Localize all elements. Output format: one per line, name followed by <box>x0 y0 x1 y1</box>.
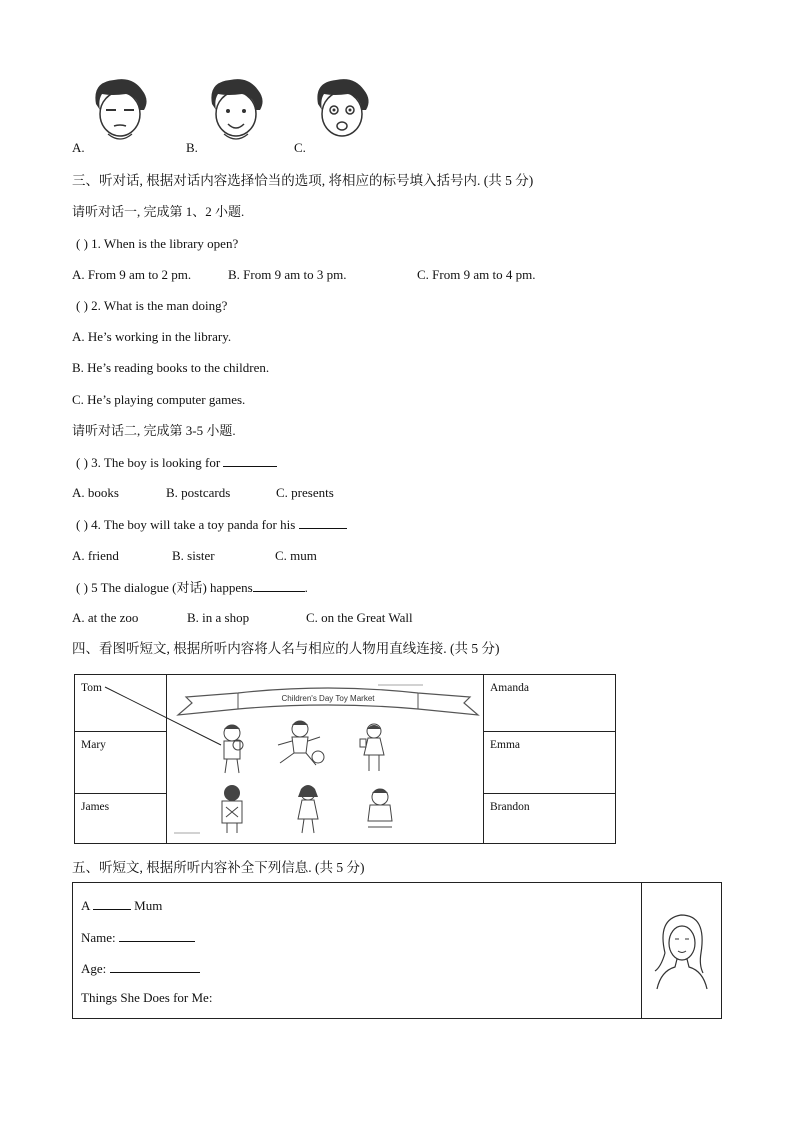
name-line: Name: <box>81 929 195 946</box>
matching-table <box>74 674 616 844</box>
option-a-label: A. <box>72 140 85 155</box>
q2-option-b[interactable]: B. He’s reading books to the children. <box>72 360 270 375</box>
mum-portrait-icon <box>651 909 713 993</box>
section4-heading: 四、看图听短文, 根据所听内容将人名与相应的人物用直线连接. (共 5 分) <box>72 641 500 656</box>
q2-option-a[interactable]: A. He’s working in the library. <box>72 329 232 344</box>
q5-option-c[interactable]: C. on the Great Wall <box>306 610 413 625</box>
option-b-label: B. <box>186 140 198 155</box>
option-c-label: C. <box>294 140 306 155</box>
q1-option-c[interactable]: C. From 9 am to 4 pm. <box>417 267 536 282</box>
dialog2-instruction: 请听对话二, 完成第 3-5 小题. <box>72 423 236 438</box>
q1-option-b[interactable]: B. From 9 am to 3 pm. <box>228 267 347 282</box>
q4-option-c[interactable]: C. mum <box>275 548 317 563</box>
q3-option-b[interactable]: B. postcards <box>166 485 231 500</box>
title-line: A Mum <box>81 898 163 913</box>
age-blank[interactable] <box>110 960 200 973</box>
q1-stem: ( ) 1. When is the library open? <box>76 236 239 251</box>
name-cell-brandon[interactable]: Brandon <box>483 794 615 843</box>
section3-heading: 三、听对话, 根据对话内容选择恰当的选项, 将相应的标号填入括号内. (共 5 分) <box>72 173 534 188</box>
q3-stem: ( ) 3. The boy is looking for <box>76 454 277 471</box>
q5-stem: ( ) 5 The dialogue (对话) happens . <box>76 580 308 595</box>
q4-option-b[interactable]: B. sister <box>172 548 215 563</box>
section5-heading: 五、听短文, 根据所听内容补全下列信息. (共 5 分) <box>72 860 365 875</box>
q3-option-c[interactable]: C. presents <box>276 485 334 500</box>
name-cell-james[interactable]: James <box>75 794 167 843</box>
age-line: Age: <box>81 960 200 977</box>
name-cell-emma[interactable]: Emma <box>483 732 615 794</box>
q3-option-a[interactable]: A. books <box>72 485 119 500</box>
name-blank[interactable] <box>119 929 195 942</box>
boy-face-sleepy-icon <box>88 74 152 144</box>
info-fields <box>73 883 642 1018</box>
boy-face-surprised-icon <box>310 74 374 144</box>
name-cell-mary[interactable]: Mary <box>75 732 167 794</box>
q1-option-a[interactable]: A. From 9 am to 2 pm. <box>72 267 192 282</box>
name-cell-tom[interactable]: Tom <box>75 675 167 732</box>
q5-option-b[interactable]: B. in a shop <box>187 610 250 625</box>
example-connecting-line <box>75 675 617 845</box>
q2-stem: ( ) 2. What is the man doing? <box>76 298 228 313</box>
dialog1-instruction: 请听对话一, 完成第 1、2 小题. <box>72 204 245 219</box>
boy-face-smiling-icon <box>204 74 268 144</box>
things-line: Things She Does for Me: <box>81 990 213 1005</box>
q4-option-a[interactable]: A. friend <box>72 548 119 563</box>
info-table <box>72 882 722 1019</box>
banner-text: Children's Day Toy Market <box>281 694 375 703</box>
q5-option-a[interactable]: A. at the zoo <box>72 610 139 625</box>
name-cell-amanda[interactable]: Amanda <box>483 675 615 732</box>
q2-option-c[interactable]: C. He’s playing computer games. <box>72 392 246 407</box>
title-blank[interactable] <box>93 897 131 910</box>
q4-stem: ( ) 4. The boy will take a toy panda for his <box>76 516 347 533</box>
